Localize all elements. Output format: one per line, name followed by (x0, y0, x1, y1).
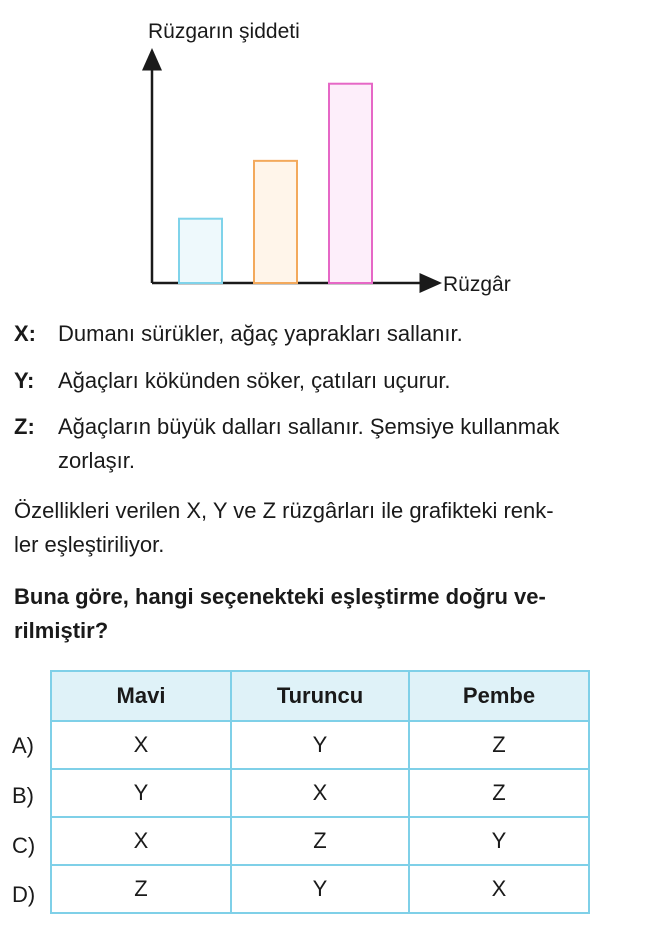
table-cell: Y (409, 817, 589, 865)
table-cell: Y (231, 721, 409, 769)
question-line-2: rilmiştir? (14, 618, 109, 643)
table-cell: Z (409, 769, 589, 817)
option-d-label[interactable]: D) (12, 882, 36, 907)
option-b-row[interactable] (51, 769, 589, 817)
statement-text: Ağaçları kökünden söker, çatıları uçurur. (58, 368, 451, 393)
table-cell: Y (231, 865, 409, 913)
option-c-row[interactable] (51, 817, 589, 865)
wind-strength-chart (0, 0, 661, 300)
instruction-line-2: ler eşleştiriliyor. (14, 532, 165, 557)
table-cell: X (409, 865, 589, 913)
header-pembe: Pembe (409, 671, 589, 721)
table-cell: X (51, 721, 231, 769)
bars-group (179, 84, 372, 283)
option-d-row[interactable] (51, 865, 589, 913)
table-cell: Z (51, 865, 231, 913)
instruction-paragraph (14, 494, 654, 562)
option-c-label[interactable]: C) (12, 833, 36, 858)
statement-text: Dumanı sürükler, ağaç yaprakları sallanır. (58, 321, 463, 346)
table-cell: Z (231, 817, 409, 865)
bar-pembe (329, 84, 372, 283)
table-cell: Z (409, 721, 589, 769)
option-b-label[interactable]: B) (12, 783, 34, 808)
instruction-line-1: Özellikleri verilen X, Y ve Z rüzgârları ile grafikteki renk- (14, 498, 554, 523)
statement-continuation: zorlaşır. (58, 448, 136, 473)
statement-key: Y: (14, 368, 35, 393)
header-mavi: Mavi (51, 671, 231, 721)
statement-key: Z: (14, 414, 35, 439)
header-turuncu: Turuncu (231, 671, 409, 721)
statement-z (14, 410, 654, 478)
question-line-1: Buna göre, hangi seçenekteki eşleştirme doğru ve- (14, 584, 546, 609)
answer-table (50, 670, 590, 914)
statement-text: Ağaçların büyük dalları sallanır. Şemsiye kullanmak (58, 414, 560, 439)
table-cell: Y (51, 769, 231, 817)
table-cell: X (231, 769, 409, 817)
x-axis-label: Rüzgâr (443, 273, 511, 296)
statement-y (14, 364, 654, 398)
bar-turuncu (254, 161, 297, 283)
statement-x (14, 317, 654, 351)
table-header-row (51, 671, 589, 721)
bar-mavi (179, 219, 222, 283)
option-a-label[interactable]: A) (12, 733, 34, 758)
option-a-row[interactable] (51, 721, 589, 769)
question-text (14, 580, 654, 648)
table-cell: X (51, 817, 231, 865)
statement-key: X: (14, 321, 36, 346)
y-axis-label: Rüzgarın şiddeti (148, 20, 300, 43)
